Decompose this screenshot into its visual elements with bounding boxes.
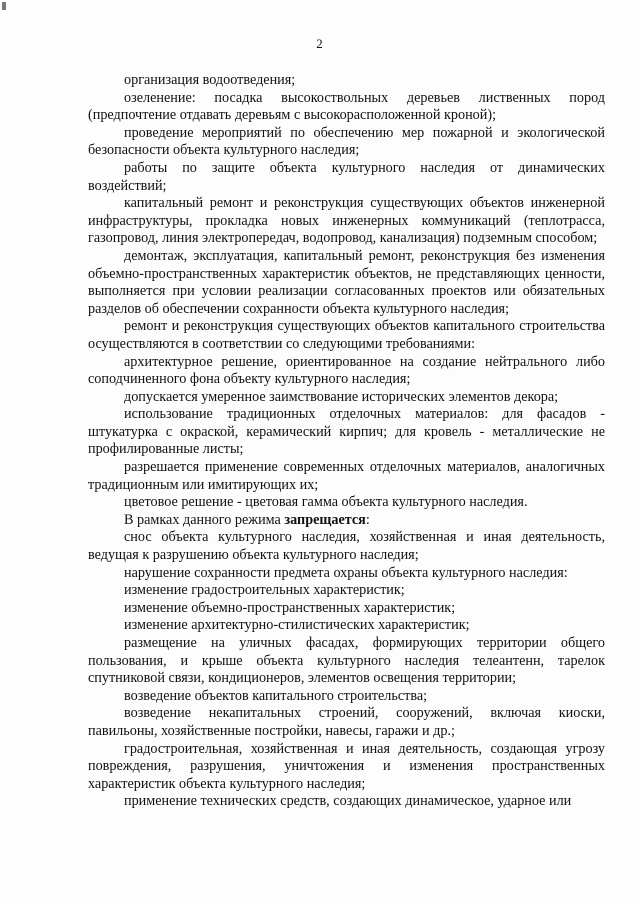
paragraph: разрешается применение современных отделочных материалов, аналогичных традиционным или имитирующих их;: [88, 459, 605, 493]
paragraph: нарушение сохранности предмета охраны объекта культурного наследия:: [124, 564, 568, 581]
paragraph: работы по защите объекта культурного наследия от динамических воздействий;: [88, 159, 605, 194]
paragraph: капитальный ремонт и реконструкция существующих объектов инженерной инфраструктуры, прокладка новых инженерных коммуникаций (теплотрасса, газопровод, линия электропередач, водопровод, канализация) подземным способом;: [88, 195, 605, 247]
prohibition-keyword: запрещается: [284, 511, 366, 528]
paragraph: архитектурное решение, ориентированное на создание нейтрального либо соподчиненного фона объекту культурного наследия;: [88, 353, 605, 388]
paragraph: возведение некапитальных строений, сооружений, включая киоски, павильоны, хозяйственные постройки, навесы, гаражи и др.;: [88, 705, 605, 739]
paragraph: применение технических средств, создающих динамическое, ударное или: [124, 793, 572, 810]
scan-mark: [2, 2, 6, 10]
prohibition-suffix: :: [365, 511, 370, 528]
paragraph: изменение объемно-пространственных характеристик;: [124, 599, 456, 616]
paragraph: возведение объектов капитального строительства;: [124, 687, 428, 704]
document-body: [88, 72, 605, 811]
paragraph: цветовое решение - цветовая гамма объекта культурного наследия.: [124, 494, 528, 511]
paragraph: градостроительная, хозяйственная и иная деятельность, создающая угрозу повреждения, разрушения, уничтожения и изменения пространственных характеристик объекта культурного наследия;: [88, 740, 605, 792]
paragraph: допускается умеренное заимствование исторических элементов декора;: [124, 388, 559, 405]
page-number: 2: [316, 36, 323, 51]
paragraph: проведение мероприятий по обеспечению мер пожарной и экологической безопасности объекта культурного наследия;: [88, 124, 605, 159]
paragraph: изменение градостроительных характеристик;: [124, 582, 405, 599]
paragraph: размещение на уличных фасадах, формирующих территории общего пользования, и крыше объекта культурного наследия телеантенн, тарелок спутниковой связи, кондиционеров, элементов освещения территории;: [88, 635, 605, 687]
paragraph: снос объекта культурного наследия, хозяйственная и иная деятельность, ведущая к разрушению объекта культурного наследия;: [88, 529, 605, 564]
prohibition-heading: [88, 512, 605, 530]
paragraph: озеленение: посадка высокоствольных деревьев лиственных пород (предпочтение отдавать деревьям с высокорасположенной кроной);: [88, 89, 605, 124]
paragraph: изменение архитектурно-стилистических характеристик;: [124, 617, 470, 634]
prohibition-prefix: В рамках данного режима: [124, 511, 285, 528]
paragraph: использование традиционных отделочных материалов: для фасадов - штукатурка с окраской, керамический кирпич; для кровель - металлические не профилированные листы;: [88, 406, 605, 458]
paragraph: ремонт и реконструкция существующих объектов капитального строительства осуществляются в соответствии со следующими требованиями:: [88, 318, 605, 352]
paragraph: демонтаж, эксплуатация, капитальный ремонт, реконструкция без изменения объемно-пространственных характеристик объектов, не представляющих ценности, выполняется при условии реализации согласованных проектов или обязательных разделов об обеспечении сохранности объекта культурного наследия;: [88, 247, 605, 317]
paragraph: организация водоотведения;: [124, 72, 296, 88]
